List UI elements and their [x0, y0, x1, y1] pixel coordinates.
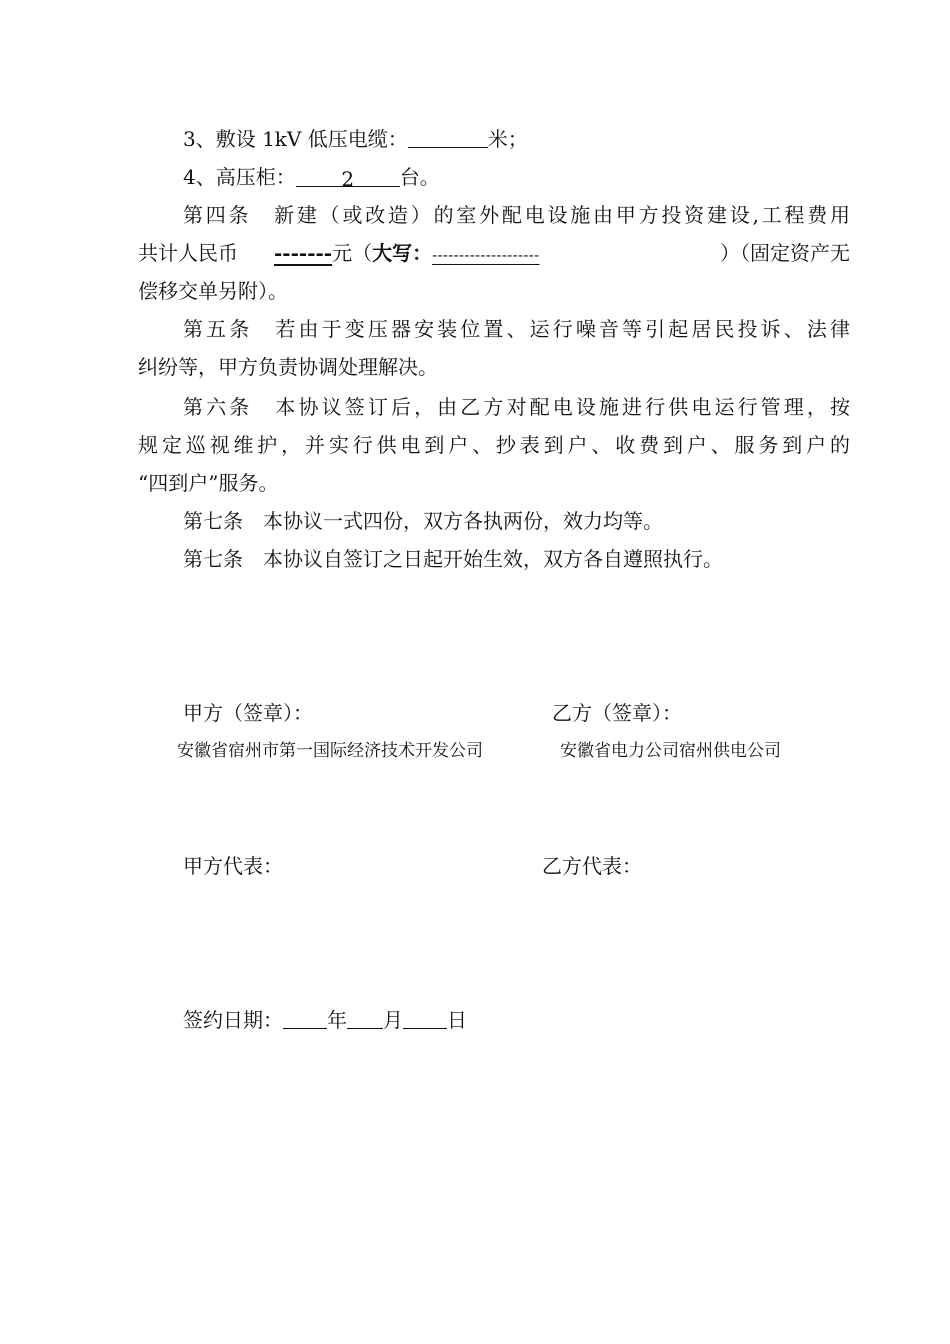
month-blank [347, 1004, 383, 1029]
signing-date [183, 1004, 467, 1035]
party-b-company: 安徽省电力公司宿州供电公司 [560, 741, 781, 761]
year-label: 年 [327, 1008, 347, 1032]
article-4-daxie-value: -------------------- [432, 246, 540, 264]
item-4-suffix: 台。 [399, 165, 440, 189]
day-blank [403, 1004, 447, 1029]
month-label: 月 [383, 1008, 403, 1032]
party-b-representative: 乙方代表： [542, 854, 642, 878]
party-b-seal-label: 乙方（签章）： [552, 701, 682, 725]
item-4-value [296, 162, 400, 191]
item-3-suffix: 米； [487, 127, 528, 151]
article-7a: 第七条 本协议一式四份，双方各执两份，效力均等。 [183, 509, 663, 533]
item-3 [183, 122, 850, 156]
signing-date-label: 签约日期： [183, 1008, 283, 1032]
article-6-line-2: 规定巡视维护，并实行供电到户、抄表到户、收费到户、服务到户的 [138, 433, 850, 457]
article-5-line-2: 纠纷等，甲方负责协调处理解决。 [138, 355, 438, 379]
party-a-representative: 甲方代表： [183, 854, 283, 878]
article-4-line-2 [138, 236, 850, 272]
article-4-amount: ------- [274, 241, 333, 265]
party-a-company: 安徽省宿州市第一国际经济技术开发公司 [177, 741, 483, 761]
item-3-prefix: 3、敷设 1kV 低压电缆： [183, 127, 408, 151]
article-6-line-1: 第六条 本协议签订后，由乙方对配电设施进行供电运行管理，按 [183, 395, 850, 419]
item-3-blank [408, 123, 488, 148]
item-4-value-text: 2 [341, 167, 355, 191]
article-4-daxie-label: 大写： [372, 241, 433, 265]
article-7b: 第七条 本协议自签订之日起开始生效，双方各自遵照执行。 [183, 547, 723, 571]
party-a-seal-label: 甲方（签章）： [183, 701, 313, 725]
year-blank [283, 1004, 327, 1029]
article-4-yuan: 元（ [332, 241, 373, 265]
item-4-prefix: 4、高压柜： [183, 165, 296, 189]
item-4 [183, 160, 850, 194]
day-label: 日 [447, 1008, 467, 1032]
article-4-line-3: 偿移交单另附）。 [138, 279, 288, 303]
article-6-line-3: “四到户”服务。 [138, 471, 279, 495]
article-5-line-1: 第五条 若由于变压器安装位置、运行噪音等引起居民投诉、法律 [183, 317, 850, 341]
article-4-line-1: 第四条 新建（或改造）的室外配电设施由甲方投资建设,工程费用 [183, 203, 850, 227]
article-4-rmb-label: 共计人民币 [138, 241, 238, 265]
article-4-line-2-suffix: ）（固定资产无 [720, 241, 850, 265]
